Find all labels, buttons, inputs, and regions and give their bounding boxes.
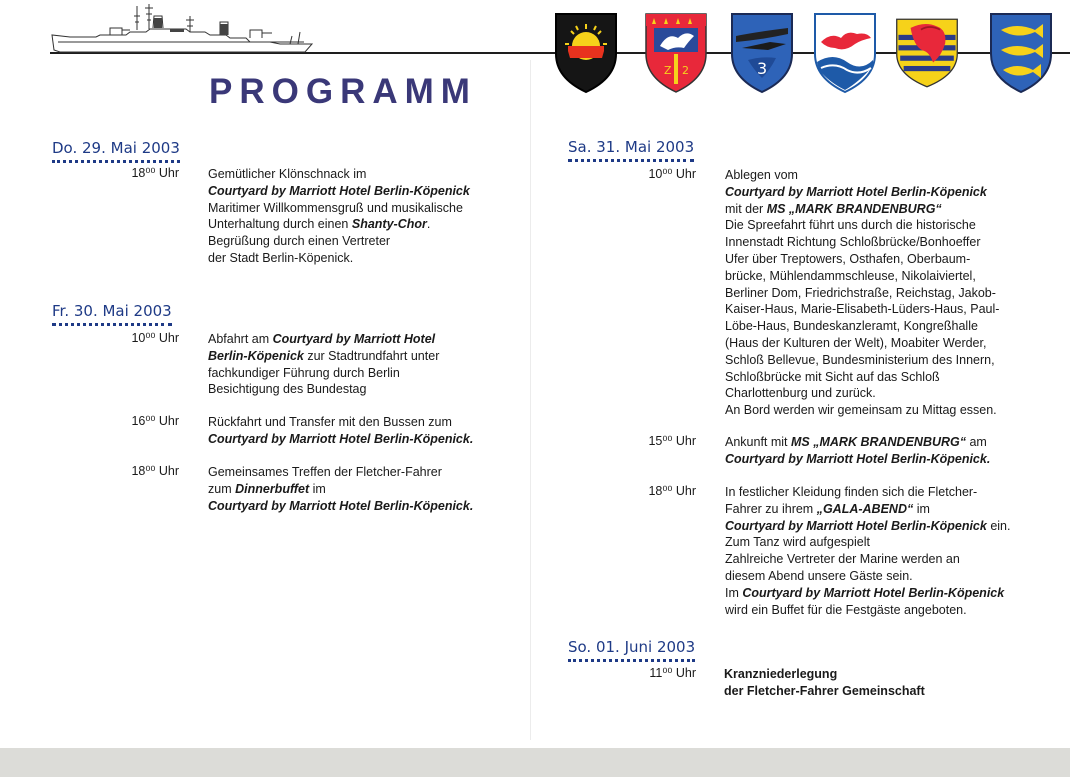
dinnerbuffet: Dinnerbuffet [235, 481, 310, 496]
venue-name: Courtyard by Marriott Hotel Berlin-Köpenick. [725, 451, 991, 466]
page-title: PROGRAMM [209, 72, 477, 111]
event-1-time: 18⁰⁰ Uhr [131, 166, 179, 180]
center-fold [530, 60, 531, 740]
event-5-line: Ablegen vom [725, 168, 798, 182]
crest-2-label: 2 [682, 64, 689, 77]
event-2-line: Abfahrt am [208, 332, 273, 346]
event-5-line: Charlottenburg und zurück. [725, 386, 876, 401]
event-8-line: der Fletcher-Fahrer Gemeinschaft [724, 683, 925, 698]
event-7-line: wird ein Buffet für die Festgäste angeboten. [725, 602, 967, 617]
page-bottom-edge [0, 748, 1070, 777]
numeral-3-crest-icon [730, 12, 794, 94]
event-5-line: Die Spreefahrt führt uns durch die historische [725, 218, 976, 233]
event-2-text [208, 331, 508, 398]
event-4-line: Gemeinsames Treffen der Fletcher-Fahrer [208, 465, 442, 479]
event-4-line: zum [208, 481, 236, 496]
event-1-line: der Stadt Berlin-Köpenick. [208, 250, 354, 265]
event-6-line: am [966, 435, 987, 449]
three-fish-crest-icon [989, 12, 1053, 94]
event-7-line: Zum Tanz wird aufgespielt [725, 535, 870, 550]
event-5-line: brücke, Mühlendammschleuse, Nikolaiviertel, [725, 268, 976, 283]
venue-part: Berlin-Köpenick [208, 348, 304, 363]
venue-name: Courtyard by Marriott Hotel Berlin-Köpenick. [208, 431, 474, 446]
event-5-line: Kaiser-Haus, Marie-Elisabeth-Lüders-Haus, Paul- [725, 302, 1000, 317]
event-7-line: In festlicher Kleidung finden sich die Fletcher- [725, 485, 978, 499]
event-1-line: Gemütlicher Klönschnack im [208, 167, 367, 181]
venue-name: Courtyard by Marriott Hotel Berlin-Köpenick. [208, 498, 474, 513]
event-5-line: Löbe-Haus, Bundeskanzleramt, Kongreßhalle [725, 319, 978, 334]
event-1-text [208, 166, 508, 267]
event-2-line: Besichtigung des Bundestag [208, 382, 367, 397]
event-4-time: 18⁰⁰ Uhr [131, 464, 179, 478]
event-2-line: zur Stadtrundfahrt unter [303, 348, 440, 363]
event-7-line: diesem Abend unsere Gäste sein. [725, 568, 913, 583]
event-3-text [208, 414, 508, 448]
event-5-line: Berliner Dom, Friedrichstraße, Reichstag, Jakob- [725, 285, 996, 300]
event-6-line: Ankunft mit [725, 435, 791, 449]
day-heading-friday: Fr. 30. Mai 2003 [52, 302, 172, 326]
event-7-line: Im [725, 585, 743, 600]
event-3-time: 16⁰⁰ Uhr [131, 414, 179, 428]
event-7-text [725, 484, 1055, 618]
event-5-line: Innenstadt Richtung Schloßbrücke/Bonhoeffer [725, 235, 981, 250]
event-5-line: mit der [725, 201, 767, 216]
event-5-line: Schloß Bellevue, Bundesministerium des Innern, [725, 352, 995, 367]
event-7-line: ein. [986, 518, 1011, 533]
gala-abend: „GALA-ABEND“ [816, 501, 914, 516]
venue-part: Courtyard by Marriott Hotel [272, 332, 436, 346]
event-5-text [725, 167, 1055, 419]
crest-3-label: 3 [757, 59, 768, 78]
event-6-time: 15⁰⁰ Uhr [648, 434, 696, 448]
event-2-line: fachkundiger Führung durch Berlin [208, 365, 400, 380]
event-7-line: Fahrer zu ihrem [725, 501, 817, 516]
event-8-time: 11⁰⁰ Uhr [649, 666, 696, 680]
event-1-line: Begrüßung durch einen Vertreter [208, 234, 391, 249]
event-8-text [724, 666, 1054, 700]
venue-name: Courtyard by Marriott Hotel Berlin-Köpenick [208, 183, 470, 198]
event-4-text [208, 464, 508, 514]
event-5-line: An Bord werden wir gemeinsam zu Mittag essen. [725, 403, 997, 418]
sunset-crest-icon [554, 12, 618, 94]
eagle-z2-crest-icon [644, 12, 708, 94]
fish-wave-crest-icon [813, 12, 877, 94]
lion-crest-icon [895, 12, 959, 94]
ship-name: MS „MARK BRANDENBURG“ [791, 435, 966, 449]
event-1-line: Unterhaltung durch einen [208, 217, 352, 232]
day-heading-thursday: Do. 29. Mai 2003 [52, 139, 180, 163]
event-7-line: im [913, 501, 930, 516]
event-7-time: 18⁰⁰ Uhr [648, 484, 696, 498]
event-8-line: Kranzniederlegung [724, 667, 838, 681]
shanty-chor: Shanty-Chor [351, 217, 427, 232]
crest-z-label: Z [664, 64, 672, 77]
venue-name: Courtyard by Marriott Hotel Berlin-Köpenick [742, 585, 1005, 600]
day-heading-sunday: So. 01. Juni 2003 [568, 638, 695, 662]
event-4-line: im [309, 481, 326, 496]
punct: . [426, 217, 431, 232]
event-1-line: Maritimer Willkommensgruß und musikalische [208, 200, 463, 215]
ship-name: MS „MARK BRANDENBURG“ [766, 201, 942, 216]
event-2-time: 10⁰⁰ Uhr [131, 331, 179, 345]
day-heading-saturday: Sa. 31. Mai 2003 [568, 138, 694, 162]
venue-name: Courtyard by Marriott Hotel Berlin-Köpenick [725, 518, 987, 533]
destroyer-ship-icon [50, 2, 315, 54]
event-5-line: Ufer über Treptowers, Osthafen, Oberbaum- [725, 251, 971, 266]
event-6-text [725, 434, 1055, 468]
event-5-line: Schloßbrücke mit Sicht auf das Schloß [725, 369, 940, 384]
event-5-time: 10⁰⁰ Uhr [648, 167, 696, 181]
event-5-line: (Haus der Kulturen der Welt), Moabiter Werder, [725, 335, 987, 350]
venue-name: Courtyard by Marriott Hotel Berlin-Köpenick [725, 184, 987, 199]
event-7-line: Zahlreiche Vertreter der Marine werden an [725, 552, 960, 567]
event-3-line: Rückfahrt und Transfer mit den Bussen zum [208, 415, 452, 429]
